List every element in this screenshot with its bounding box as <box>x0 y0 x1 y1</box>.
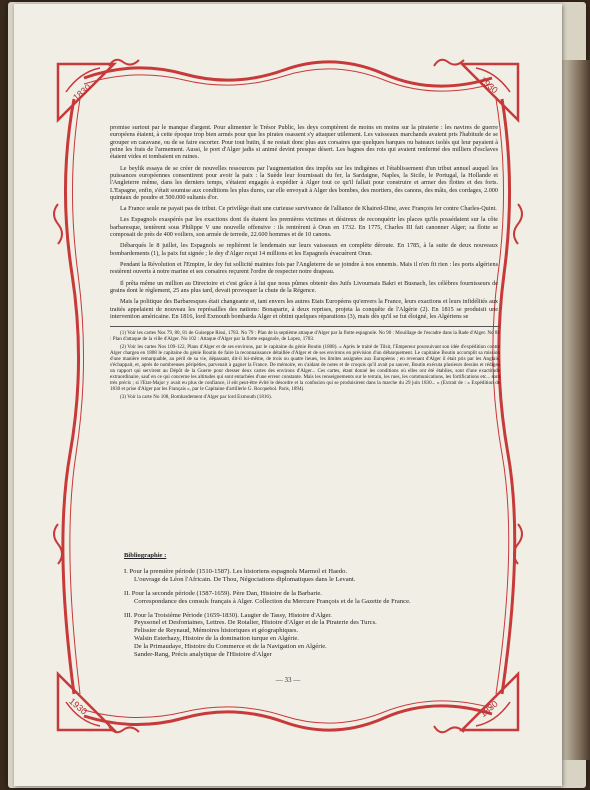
paragraph: La France seule ne payait pas de tribut. Ce privilège était une curieuse survivance de l'alliance de Khaired-Dine, avec François Ier contre Charles-Quint. <box>120 205 497 213</box>
corner-ornament-top-left <box>58 64 114 120</box>
entry-line: Pour la première période (1510-1587). Les historiens espagnols Marmol et Haedo. <box>129 567 348 575</box>
entry-line: Correspondance des consuls français à Alger. Collection du Mercure François et de la Gazette de France. <box>134 597 411 605</box>
footnote: (1) Voir les cartes Nos 79, 80, 81 de Guiseppe Rissi, 1783. No 79 : Plan de la septième attaque d'Alger par la flotte espagnole. No 90 : Mouillage de l'escadre dans la Rade d'Alger. No 81 : Plan d'attaque de la ville d'Alger. No 102 : Attaque d'Alger par la flotte espagnole, de Lopez, 1783. <box>110 330 500 343</box>
main-text <box>110 124 498 402</box>
corner-year-bottom-right: 1830 <box>477 698 500 720</box>
paragraph: Le beylik essaya de se créer de nouvelles ressources par l'augmentation des impôts sur les indigènes et l'établissement d'un tribut annuel auquel les puissances européennes consentirent pour avoir la paix : la Suède leur fournissait du fer, la Sardaigne, Naples, la Sicile, le Portugal, la Hollande et l'Angleterre même, dans les derniers temps, s'étaient engagés à expédier à Alger tout ce qu'il fallait pour construire et armer des flottes et des forts. L'Espagne, enfin, s'était soumise aux conditions les plus dures, car elle envoyait à Alger des bombes, des mortiers, des canons, des mâts, des cordages, 2.000 quintaux de poudre et 500.000 sultanis d'or. <box>110 164 498 201</box>
entry-line: Sander-Rang, Précis analytique de l'Histoire d'Alger <box>134 651 272 659</box>
footnote: (2) Voir les cartes Nos 109-122, Plans d'Alger et de ses environs, par le capitaine du génie Boutin (1808). « Après le traité de Tilsit, l'Empereur poursuivant son idée d'expédition contre Alger chargea en 1808 le capitaine du génie Boutin de faire la reconnaissance détaillée d'Alger et de ses environs en prévision d'un débarquement. Le capitaine Boutin accomplit sa mission d'une manière remarquable, au péril de sa vie, dépassant, dit-il lui-même, de trois ou quatre lieues, les limites assignées aux Européens ; en revenant d'Alger il était pris par les Anglais, s'échappait, et, après de nombreuses péripéties, parvenait à gagner la France. De mémoire, en s'aidant de notes et de croquis qu'il avait pu sauver, Boutin exécuta plusieurs dessins et rédigea un rapport qui servirent au Dépôt de la Guerre pour dresser deux cartes des environs d'Alger... Ces cartes, étant donné les conditions où elles ont été établies, sont d'une exactitude extraordinaire, sauf en ce qui concerne les altitudes qui sont entachées d'une erreur constante. Mais les renseignements sur le terrain, les rues, les communications, les fortifications etc... sont très précis ; si l'Etat-Major y avait eu plus de confiance, il eût peut-être évité le désordre et la confusion qui se produisirent dans la marche du 29 juin 1830... » (Extrait de : « Expédition de 1830 et prise d'Alger par les Français », par le Capitaine d'artillerie G. Rocquebol. Paris, 1894). <box>110 344 500 393</box>
bibliography-title: Bibliographie : <box>124 552 167 559</box>
corner-year-top-right: 1930 <box>477 74 500 96</box>
paragraph: Mais la politique des Barbaresques était changeante et, tant envers les autres Etats Européens qu'envers la France, leurs exactions et leurs infidélités aux traités appelaient de nouveau les représailles des nations: Bonaparte, à deux reprises, projeta la conquête de l'Algérie (2). En 1815 se produisit une intervention américaine. En 1816, lord Exmouth bombarda Alger et obtint quelques réparations (3), mais dès qu'il se fut éloigné, les Algériens se <box>110 298 498 320</box>
bibliography-entry <box>124 612 504 659</box>
bibliography <box>124 552 504 665</box>
corner-year-bottom-left: 1930 <box>67 696 89 717</box>
paragraph: Pendant la Révolution et l'Empire, le dey fut sollicité maintes fois par l'Angleterre de se joindre à nos ennemis. Mais il n'en fit rien : les ports algériens restèrent ouverts à notre marine et ses corsaires reçurent l'ordre de respecter notre drapeau. <box>110 261 498 276</box>
entry-line: Pour la seconde période (1587-1659). Père Dan, Histoire de la Barbarie. <box>131 589 322 597</box>
corner-year-top-left: 1830 <box>71 82 93 103</box>
footnotes <box>110 326 500 400</box>
entry-line: De la Primaudaye, Histoire du Commerce et de la Navigation en Algérie. <box>134 643 327 651</box>
document-page <box>14 4 562 786</box>
entry-number: I. <box>124 567 128 575</box>
paragraph: Il prêta même un million au Directoire et c'est grâce à lui que nous pûmes obtenir des Juifs Livournais Bakri et Busnach, les célèbres fournisseurs de grains dont le règlement, 25 ans plus tard, devait provoquer la chute de la Régence. <box>110 279 498 294</box>
entry-number: III. <box>124 611 133 619</box>
bibliography-entry <box>124 568 504 584</box>
entry-number: II. <box>124 589 131 597</box>
entry-line: Pour la Troisième Période (1659-1830). Laugier de Tassy, Histoire d'Alger. <box>133 611 332 619</box>
bibliography-entry <box>124 590 504 606</box>
page-number: — 33 — <box>275 676 301 684</box>
entry-line: Peyssonel et Desfontaines, Lettres. De Rotalier, Histoire d'Alger et de la Piraterie des Turcs. <box>134 619 377 627</box>
corner-ornament-top-right <box>462 64 518 120</box>
entry-line: L'ouvrage de Léon l'Africain. De Thou, Négociations diplomatiques dans le Levant. <box>134 575 356 583</box>
entry-line: Pelissier de Reynaud, Mémoires historiques et géographiques. <box>134 627 299 635</box>
paragraph: promise surtout par le manque d'argent. Pour alimenter le Trésor Public, les deys comptèrent de moins en moins sur la piraterie : les navires de guerre européens étaient, à cette époque trop bien armés pour que les pirates osassent s'y attaquer utilement. Les vaisseaux marchands avaient pris l'habitude de se grouper en caravane, ou de se faire escorter. Pour tout butin, il ne restait donc plus aux corsaires que quelques barques ou bateaux isolés qui leur payaient à peine les frais de l'armement. Aussi, le port d'Alger jadis si animé devint presque désert. Les bagnes des rois qui avaient renfermé des milliers d'esclaves étaient vides et tombaient en ruines. <box>110 124 498 161</box>
footnote: (3) Voir la carte No 108, Bombardement d'Alger par lord Exmouth (1816). <box>120 394 272 401</box>
entry-line: Walsin Esterhazy, Histoire de la domination turque en Algérie. <box>134 635 299 643</box>
paragraph: Les Espagnols exaspérés par les exactions dont ils étaient les premières victimes et désireux de reconquérir les places qu'ils possédaient sur la côte barbaresque, tentèrent sous Philippe V une nouvelle offensive : ils rentrèrent à Oran en 1732. En 1775, Charles III fait canonner Alger; sa flotte se composait de près de 400 voiliers, son armée de terrede, 22.600 hommes et de 10 canons. <box>110 216 498 239</box>
paragraph: Débarqués le 8 juillet, les Espagnols se replièrent le lendemain sur leurs vaisseaux en complète déroute. En 1785, à la suite de deux nouveaux bombardements (1), la paix fut signée ; le dey d'Alger reçut 14 millions et les Espagnols évacuèrent Oran. <box>110 242 498 257</box>
stacked-pages-edge <box>560 60 590 760</box>
